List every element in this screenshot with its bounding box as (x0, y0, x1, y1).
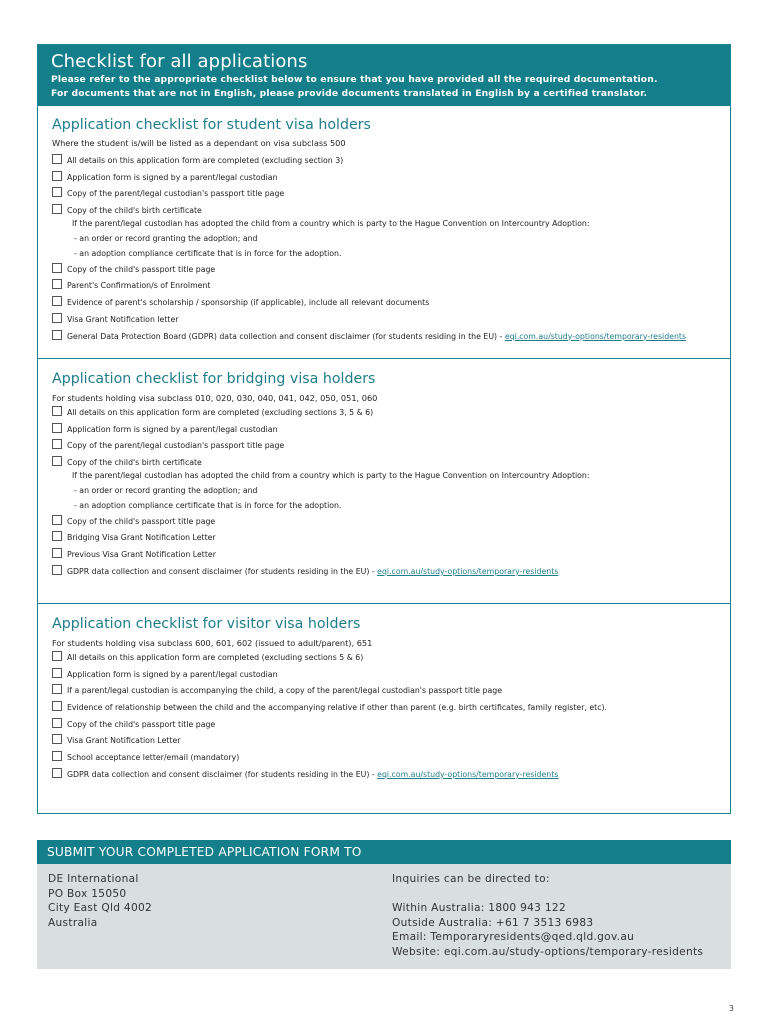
gdpr-link[interactable]: eqi.com.au/study-options/temporary-residents (377, 769, 559, 779)
checkbox[interactable] (52, 423, 62, 433)
checkbox[interactable] (52, 684, 62, 694)
checkbox[interactable] (52, 154, 62, 164)
checklist-item-text: All details on this application form are completed (excluding sections 5 & 6) (67, 653, 364, 662)
checklist-item-text: Application form is signed by a parent/legal custodian (67, 172, 278, 182)
checklist-item-text: Evidence of parent's scholarship / sponsorship (if applicable), include all relevant documents (67, 298, 430, 308)
adoption-note (72, 218, 720, 259)
checklist-item-text: Application form is signed by a parent/legal custodian (67, 424, 278, 434)
checklist-item-text: Copy of the parent/legal custodian's passport title page (67, 441, 285, 451)
inquiries-label: Inquiries can be directed to: (392, 873, 550, 885)
adoption-note-line: - an adoption compliance certificate that is in force for the adoption. (74, 248, 342, 258)
checkbox[interactable] (52, 668, 62, 678)
page-number: 3 (728, 1004, 734, 1013)
checklist-item-text: School acceptance letter/email (mandatory) (67, 753, 240, 763)
contact-email: Email: Temporaryresidents@qed.qld.gov.au (392, 931, 635, 944)
checklist-item (52, 424, 720, 435)
adoption-note-line: - an order or record granting the adoption; and (74, 233, 258, 243)
student-section-title: Application checklist for student visa holders (52, 117, 371, 133)
checklist-item-text: Visa Grant Notification letter (67, 314, 179, 324)
checklist-item-text: Visa Grant Notification Letter (67, 736, 181, 746)
checklist-item (52, 516, 720, 527)
checklist-item (52, 188, 720, 199)
checkbox[interactable] (52, 313, 62, 323)
checkbox[interactable] (52, 565, 62, 575)
within-australia-phone: Within Australia: 1800 943 122 (392, 902, 567, 915)
address-line: Australia (48, 916, 98, 929)
spacer (392, 887, 703, 902)
checklist-item (52, 719, 720, 730)
checkbox[interactable] (52, 187, 62, 197)
visitor-section (38, 604, 730, 780)
visitor-section-subtitle: For students holding visa subclass 600, 601, 602 (issued to adult/parent), 651 (52, 638, 373, 648)
checkbox[interactable] (52, 701, 62, 711)
header-instruction-1: Please refer to the appropriate checklist below to ensure that you have provided all the required documentation. (51, 74, 658, 85)
checklist-item-text: Bridging Visa Grant Notification Letter (67, 533, 216, 543)
checklist-frame (37, 44, 731, 814)
gdpr-link[interactable]: eqi.com.au/study-options/temporary-residents (504, 331, 687, 341)
checklist-item-text: If a parent/legal custodian is accompanying the child, a copy of the parent/legal custodian's passport title page (67, 686, 502, 696)
gdpr-text: GDPR data collection and consent disclaimer (for students residing in the EU) - (67, 769, 378, 779)
checklist-item (52, 652, 720, 663)
checklist-item (52, 264, 720, 275)
student-section-subtitle: Where the student is/will be listed as a dependant on visa subclass 500 (52, 138, 346, 148)
checkbox[interactable] (52, 204, 62, 214)
checklist-item (52, 314, 720, 325)
checklist-item (52, 331, 720, 342)
checkbox[interactable] (52, 734, 62, 744)
checkbox[interactable] (52, 651, 62, 661)
checkbox[interactable] (52, 263, 62, 273)
checklist-item-text: Copy of the parent/legal custodian's passport title page (67, 189, 285, 199)
checklist-item-text: All details on this application form are completed (excluding section 3) (67, 156, 344, 165)
checklist-item-text: Previous Visa Grant Notification Letter (67, 550, 216, 560)
checklist-item (52, 280, 720, 291)
visitor-section-title: Application checklist for visitor visa holders (52, 616, 361, 632)
bridging-section-subtitle: For students holding visa subclass 010, 020, 030, 040, 041, 042, 050, 051, 060 (52, 393, 378, 403)
bridging-section-title: Application checklist for bridging visa holders (52, 371, 376, 387)
header-instruction-2: For documents that are not in English, please provide documents translated in English by a certified translator. (51, 88, 648, 99)
checklist-item (52, 440, 720, 451)
checklist-item (52, 172, 720, 183)
checklist-item-text: Copy of the child's passport title page (67, 719, 216, 729)
checklist-item-text (67, 566, 720, 577)
checklist-item (52, 769, 720, 780)
contact-website: Website: eqi.com.au/study-options/temporary-residents (392, 945, 704, 958)
submit-title: SUBMIT YOUR COMPLETED APPLICATION FORM TO (37, 840, 731, 864)
checklist-item-text: Copy of the child's birth certificate (67, 206, 202, 216)
checklist-item (52, 735, 720, 746)
student-section (38, 106, 730, 358)
checklist-item-text: Copy of the child's passport title page (67, 516, 216, 526)
checkbox[interactable] (52, 515, 62, 525)
outside-australia-phone: Outside Australia: +61 7 3513 6983 (392, 916, 594, 929)
checklist-item-text: Evidence of relationship between the child and the accompanying relative if other than parent (e.g. birth certificates, family register, etc). (67, 703, 608, 713)
checklist-item-text: All details on this application form are completed (excluding sections 3, 5 & 6) (67, 408, 374, 417)
page-title: Checklist for all applications (51, 51, 308, 72)
checklist-item-text: Copy of the child's birth certificate (67, 458, 202, 468)
checklist-item (52, 297, 720, 308)
mailing-address (48, 872, 152, 930)
checkbox[interactable] (52, 439, 62, 449)
gdpr-link[interactable]: eqi.com.au/study-options/temporary-residents (377, 566, 559, 576)
adoption-note-line: If the parent/legal custodian has adopted the child from a country which is party to the Hague Convention on Intercountry Adoption: (72, 218, 590, 228)
checkbox[interactable] (52, 718, 62, 728)
submit-panel (37, 840, 731, 969)
checklist-item (52, 205, 720, 216)
checklist-item-text (67, 331, 720, 342)
checkbox[interactable] (52, 330, 62, 340)
checkbox[interactable] (52, 171, 62, 181)
header-banner (38, 45, 730, 106)
gdpr-text: GDPR data collection and consent disclaimer (for students residing in the EU) - (67, 566, 378, 576)
address-line: DE International (48, 873, 139, 885)
checkbox[interactable] (52, 751, 62, 761)
checklist-item-text: Application form is signed by a parent/legal custodian (67, 669, 278, 679)
adoption-note-line: If the parent/legal custodian has adopted the child from a country which is party to the Hague Convention on Intercountry Adoption: (72, 470, 590, 480)
checklist-item (52, 702, 720, 713)
checklist-item (52, 669, 720, 680)
checklist-item (52, 457, 720, 468)
checklist-item (52, 532, 720, 543)
checklist-item (52, 685, 720, 696)
checkbox[interactable] (52, 406, 62, 416)
address-line: City East Qld 4002 (48, 902, 153, 915)
adoption-note (72, 470, 720, 511)
checklist-item (52, 752, 720, 763)
checklist-item (52, 549, 720, 560)
adoption-note-line: - an order or record granting the adoption; and (74, 485, 258, 495)
checklist-item (52, 155, 720, 166)
checkbox[interactable] (52, 279, 62, 289)
bridging-section (38, 359, 730, 603)
gdpr-text: General Data Protection Board (GDPR) data collection and consent disclaimer (for students residing in the EU) - (67, 331, 505, 341)
checkbox[interactable] (52, 296, 62, 306)
adoption-note-line: - an adoption compliance certificate that is in force for the adoption. (74, 500, 342, 510)
checklist-item (52, 566, 720, 577)
checkbox[interactable] (52, 768, 62, 778)
checklist-item-text: Copy of the child's passport title page (67, 264, 216, 274)
checkbox[interactable] (52, 531, 62, 541)
checklist-item-text: Parent's Confirmation/s of Enrolment (67, 281, 211, 291)
checkbox[interactable] (52, 456, 62, 466)
checklist-item (52, 407, 720, 418)
checkbox[interactable] (52, 548, 62, 558)
checklist-item-text (67, 769, 720, 780)
address-line: PO Box 15050 (48, 887, 127, 900)
inquiries-info (392, 872, 703, 960)
